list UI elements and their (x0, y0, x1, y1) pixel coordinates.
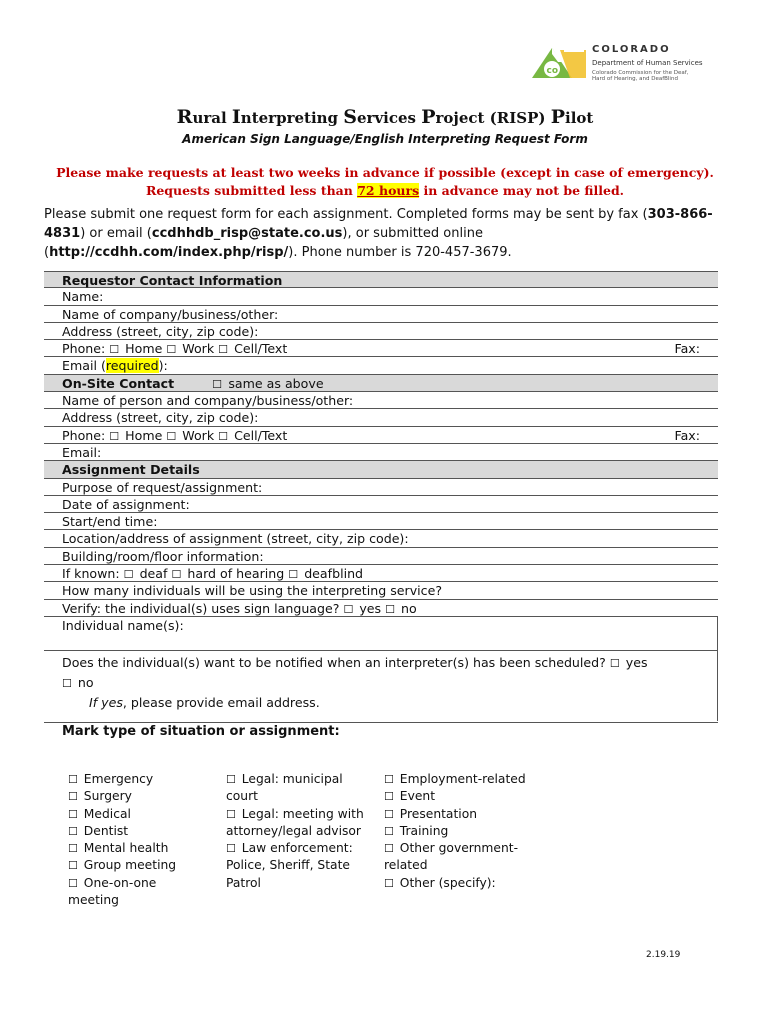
situation-option[interactable] (68, 788, 208, 805)
notify-box-bottom (44, 722, 718, 723)
logo-commission: Colorado Commission for the Deaf, Hard of Hearing, and DeafBlind (592, 70, 689, 82)
situation-label: Other government-related (384, 841, 519, 873)
location-field[interactable]: Location/address of assignment (street, city, zip code): (44, 530, 718, 547)
checkbox-icon[interactable]: ☐ (68, 790, 78, 804)
situation-option[interactable] (384, 788, 534, 805)
individual-names-field[interactable]: Individual name(s): (44, 617, 718, 651)
checkbox-icon[interactable]: ☐ (166, 429, 177, 443)
checkbox-icon[interactable]: ☐ (288, 568, 299, 582)
requestor-email-field[interactable]: Email (required): (44, 357, 718, 374)
form-subtitle: American Sign Language/English Interpreting Request Form (182, 132, 588, 146)
situation-option[interactable] (384, 840, 534, 875)
svg-text:co: co (546, 66, 559, 76)
submission-instructions: Please submit one request form for each assignment. Completed forms may be sent by fax (303-866-4831) or email (ccdhhdb_risp@state.co.us), or submitted online (http://ccdhh.com/index.php/risp/). Phone number is 720-457-3679. (44, 207, 713, 260)
checkbox-icon[interactable]: ☐ (226, 842, 236, 856)
time-field[interactable]: Start/end time: (44, 513, 718, 530)
situation-label: Surgery (83, 789, 132, 804)
checkbox-icon[interactable]: ☐ (68, 876, 78, 890)
situation-option[interactable] (226, 806, 371, 841)
requestor-address-field[interactable]: Address (street, city, zip code): (44, 323, 718, 340)
logo-state-word: COLORADO (592, 44, 671, 55)
situation-option[interactable] (68, 806, 208, 823)
checkbox-icon[interactable]: ☐ (385, 602, 395, 616)
checkbox-icon[interactable]: ☐ (68, 842, 78, 856)
checkbox-icon[interactable]: ☐ (384, 790, 394, 804)
situation-label: Event (399, 789, 436, 804)
cdhs-logo (530, 44, 730, 86)
advance-notice-warning: Please make requests at least two weeks in advance if possible (except in case of emergency). Requests submitted less than 72 hours in advance may not be filled. (56, 165, 714, 198)
situation-option[interactable] (68, 840, 208, 857)
situation-label: Legal: municipal court (226, 772, 343, 804)
onsite-name-field[interactable]: Name of person and company/business/other: (44, 392, 718, 409)
onsite-email-field[interactable]: Email: (44, 444, 718, 461)
checkbox-icon[interactable]: ☐ (123, 568, 134, 582)
checkbox-icon[interactable]: ☐ (109, 429, 120, 443)
checkbox-icon[interactable]: ☐ (68, 773, 78, 786)
request-form (44, 271, 718, 721)
checkbox-icon[interactable]: ☐ (212, 377, 222, 391)
building-field[interactable]: Building/room/floor information: (44, 548, 718, 565)
situation-label: Emergency (83, 772, 154, 786)
checkbox-icon[interactable]: ☐ (166, 343, 177, 357)
situation-label: Other (specify): (399, 875, 496, 890)
contact-email[interactable]: ccdhhdb_risp@state.co.us (151, 226, 343, 241)
situation-label: Mental health (83, 841, 169, 856)
checkbox-icon[interactable]: ☐ (218, 343, 229, 357)
situation-label: One-on-one meeting (68, 875, 157, 908)
checkbox-icon[interactable]: ☐ (68, 807, 78, 821)
online-url[interactable]: http://ccdhh.com/index.php/risp/ (49, 245, 289, 260)
checkbox-icon[interactable]: ☐ (384, 807, 394, 821)
verify-sign-language-field[interactable]: Verify: the individual(s) uses sign language? ☐ yes ☐ no (44, 600, 718, 617)
situation-option[interactable] (68, 857, 208, 874)
checkbox-icon[interactable]: ☐ (109, 343, 120, 357)
checkbox-icon[interactable]: ☐ (384, 842, 394, 856)
date-field[interactable]: Date of assignment: (44, 496, 718, 513)
hearing-status-field[interactable]: If known: ☐ deaf ☐ hard of hearing ☐ deafblind (44, 565, 718, 582)
requestor-header: Requestor Contact Information (44, 271, 718, 288)
form-title: Rural Interpreting Services Project (RISP) Pilot (176, 106, 594, 128)
checkbox-icon[interactable]: ☐ (62, 676, 72, 690)
requestor-name-field[interactable]: Name: (44, 288, 718, 305)
requestor-phone-field[interactable]: Phone: ☐ Home ☐ Work ☐ Cell/Text Fax: (44, 340, 718, 357)
purpose-field[interactable]: Purpose of request/assignment: (44, 479, 718, 496)
situation-option[interactable] (68, 771, 208, 788)
fax-number: 303-866-4831 (44, 207, 713, 241)
situation-label: Group meeting (83, 858, 177, 873)
logo-department: Department of Human Services (592, 59, 703, 67)
situation-option[interactable] (226, 771, 371, 806)
checkbox-icon[interactable]: ☐ (384, 773, 394, 786)
requestor-company-field[interactable]: Name of company/business/other: (44, 306, 718, 323)
checkbox-icon[interactable]: ☐ (226, 773, 236, 786)
notify-field[interactable]: Does the individual(s) want to be notified when an interpreter(s) has been scheduled? ☐ yes ☐ no If yes, please provide email address. (44, 651, 718, 721)
situation-option[interactable] (384, 771, 534, 788)
checkbox-icon[interactable]: ☐ (226, 807, 236, 821)
checkbox-icon[interactable]: ☐ (171, 568, 182, 582)
onsite-address-field[interactable]: Address (street, city, zip code): (44, 409, 718, 426)
checkbox-icon[interactable]: ☐ (68, 859, 78, 873)
checkbox-icon[interactable]: ☐ (384, 824, 394, 838)
assignment-header: Assignment Details (44, 461, 718, 478)
situation-section-title: Mark type of situation or assignment: (62, 724, 340, 739)
individuals-count-field[interactable]: How many individuals will be using the interpreting service? (44, 582, 718, 599)
situation-column-1 (68, 771, 208, 909)
situation-option[interactable] (384, 823, 534, 840)
checkbox-icon[interactable]: ☐ (68, 824, 78, 838)
situation-option[interactable] (68, 823, 208, 840)
situation-column-2 (226, 771, 371, 892)
colorado-logo-icon (530, 44, 588, 80)
situation-option[interactable] (384, 875, 534, 892)
situation-label: Employment-related (399, 772, 526, 786)
onsite-header: On-Site Contact ☐ same as above (44, 375, 718, 392)
situation-option[interactable] (384, 806, 534, 823)
situation-label: Law enforcement: Police, Sheriff, State Patrol (226, 841, 353, 890)
situation-label: Medical (83, 806, 131, 821)
situation-label: Training (399, 823, 449, 838)
hours-highlight: 72 hours (357, 183, 420, 198)
situation-label: Dentist (83, 823, 129, 838)
requestor-fax-field[interactable]: Fax: (674, 341, 700, 357)
onsite-fax-field[interactable]: Fax: (674, 427, 700, 443)
checkbox-icon[interactable]: ☐ (343, 602, 354, 616)
situation-option[interactable] (68, 875, 208, 910)
situation-column-3 (384, 771, 534, 892)
onsite-phone-field[interactable]: Phone: ☐ Home ☐ Work ☐ Cell/Text Fax: (44, 427, 718, 444)
revision-date: 2.19.19 (646, 950, 681, 960)
checkbox-icon[interactable]: ☐ (609, 656, 620, 670)
checkbox-icon[interactable]: ☐ (218, 429, 229, 443)
checkbox-icon[interactable]: ☐ (384, 876, 394, 890)
situation-label: Legal: meeting with attorney/legal advisor (226, 806, 364, 838)
situation-label: Presentation (399, 806, 478, 821)
situation-option[interactable] (226, 840, 371, 892)
